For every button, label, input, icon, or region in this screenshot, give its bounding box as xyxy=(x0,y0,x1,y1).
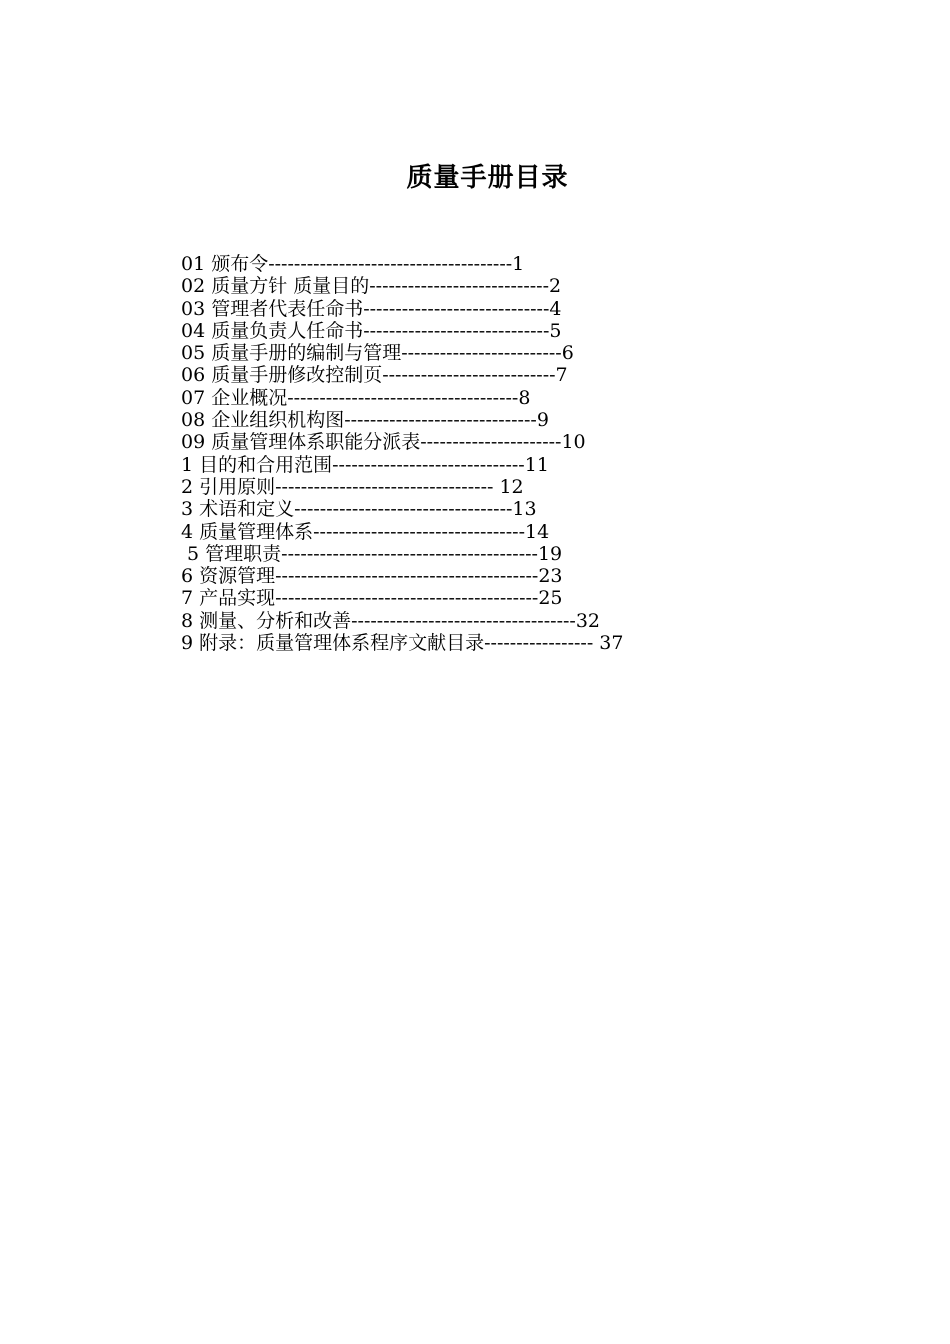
toc-entry: 04 质量负责人任命书-----------------------------5 xyxy=(181,319,562,342)
toc-entry: 4 质量管理体系---------------------------------14 xyxy=(181,520,550,543)
toc-entry: 05 质量手册的编制与管理-------------------------6 xyxy=(181,342,574,365)
toc-entry: 8 测量、分析和改善-----------------------------------32 xyxy=(181,609,601,632)
toc-entry: 6 资源管理-----------------------------------------23 xyxy=(181,565,563,588)
toc-entry: 06 质量手册修改控制页---------------------------7 xyxy=(181,364,568,387)
toc-entry: 2 引用原则---------------------------------- 12 xyxy=(181,475,524,498)
page-title: 质量手册目录 xyxy=(406,163,569,193)
toc-entry: 9 附录：质量管理体系程序文献目录----------------- 37 xyxy=(181,632,624,655)
toc-entry: 02 质量方针 质量目的----------------------------2 xyxy=(181,275,562,298)
toc-entry: 5 管理职责----------------------------------------19 xyxy=(181,542,563,565)
toc-entry: 01 颁布令--------------------------------------1 xyxy=(181,253,525,275)
toc-entry: 3 术语和定义----------------------------------13 xyxy=(181,498,537,521)
table-of-contents xyxy=(181,253,623,654)
toc-entry: 03 管理者代表任命书-----------------------------4 xyxy=(181,297,562,320)
toc-entry: 7 产品实现-----------------------------------------25 xyxy=(181,587,563,610)
toc-entry: 07 企业概况------------------------------------8 xyxy=(181,386,531,409)
toc-entry: 08 企业组织机构图------------------------------9 xyxy=(181,409,549,432)
toc-entry: 1 目的和合用范围------------------------------11 xyxy=(181,453,549,476)
toc-entry: 09 质量管理体系职能分派表----------------------10 xyxy=(181,431,586,454)
